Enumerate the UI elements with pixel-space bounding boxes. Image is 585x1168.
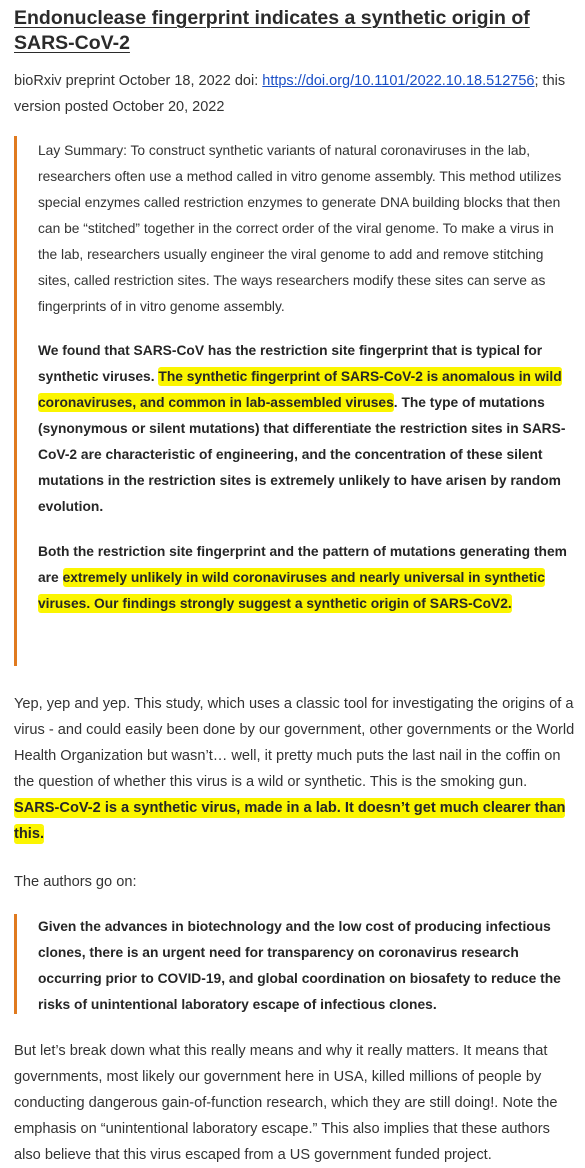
conclusion-intro: Both the restriction site fingerprint and the pattern of mutations generating them are	[38, 544, 567, 585]
conclusion-paragraph	[38, 539, 574, 617]
meta-prefix: bioRxiv preprint October 18, 2022 doi:	[14, 73, 263, 89]
findings-intro: We found that SARS-CoV has the restriction site fingerprint that is typical for synthetic viruses.	[38, 343, 543, 384]
highlighted-commentary: SARS-CoV-2 is a synthetic virus, made in a lab. It doesn’t get much clearer than this.	[14, 800, 566, 842]
article-meta	[14, 68, 578, 120]
lay-summary-text: Lay Summary: To construct synthetic variants of natural coronaviruses in the lab, researchers often use a method called in vitro genome assembly. This method utilizes special enzymes called restriction enzymes to generate DNA building blocks that then can be “stitched” together in the correct order of the viral genome. To make a virus in the lab, researchers usually engineer the viral genome to add and remove stitching sites, called restriction sites. The ways researchers modify these sites can serve as fingerprints of in vitro genome assembly.	[38, 143, 562, 314]
findings-rest: . The type of mutations (synonymous or silent mutations) that differentiate the restriction sites in SARS-CoV-2 are characteristic of engineering, and the concentration of these silent mutations in the restriction sites is extremely unlikely to have arisen by random evolution.	[38, 395, 566, 514]
final-commentary: But let’s break down what this really means and why it really matters. It means that governments, most likely our government here in USA, killed millions of people by conducting dangerous gain-of-function research, which they are still doing!. Note the emphasis on “unintentional laboratory escape.” This also implies that these authors also believe that this virus escaped from a US government funded project.	[14, 1043, 558, 1163]
commentary-paragraph	[14, 691, 576, 847]
authors-go-on: The authors go on:	[14, 874, 137, 890]
article-title: Endonuclease fingerprint indicates a synthetic origin of SARS-CoV-2	[14, 7, 530, 54]
authors-blockquote	[14, 914, 574, 1014]
highlighted-findings: The synthetic fingerprint of SARS-CoV-2 is anomalous in wild coronaviruses, and common in lab-assembled viruses	[38, 369, 562, 410]
meta-suffix: ; this version posted October 20, 2022	[14, 73, 566, 115]
authors-quote-text: Given the advances in biotechnology and the low cost of producing infectious clones, there is an urgent need for transparency on coronavirus research occurring prior to COVID-19, and global coordination on biosafety to reduce the risks of unintentional laboratory escape of infectious clones.	[38, 919, 561, 1012]
commentary-text: Yep, yep and yep. This study, which uses a classic tool for investigating the origins of a virus - and could easily been done by our government, other governments or the World Health Organization but wasn’t… well, it pretty much puts the last nail in the coffin on the question of whether this virus is a wild or synthetic. This is the smoking gun.	[14, 696, 575, 790]
findings-paragraph	[38, 338, 574, 520]
doi-link[interactable]: https://doi.org/10.1101/2022.10.18.512756	[262, 73, 535, 89]
highlighted-conclusion: extremely unlikely in wild coronaviruses and nearly universal in synthetic viruses. Our findings strongly suggest a synthetic origin of SARS-CoV2.	[38, 570, 545, 611]
lay-summary-blockquote	[14, 136, 574, 666]
